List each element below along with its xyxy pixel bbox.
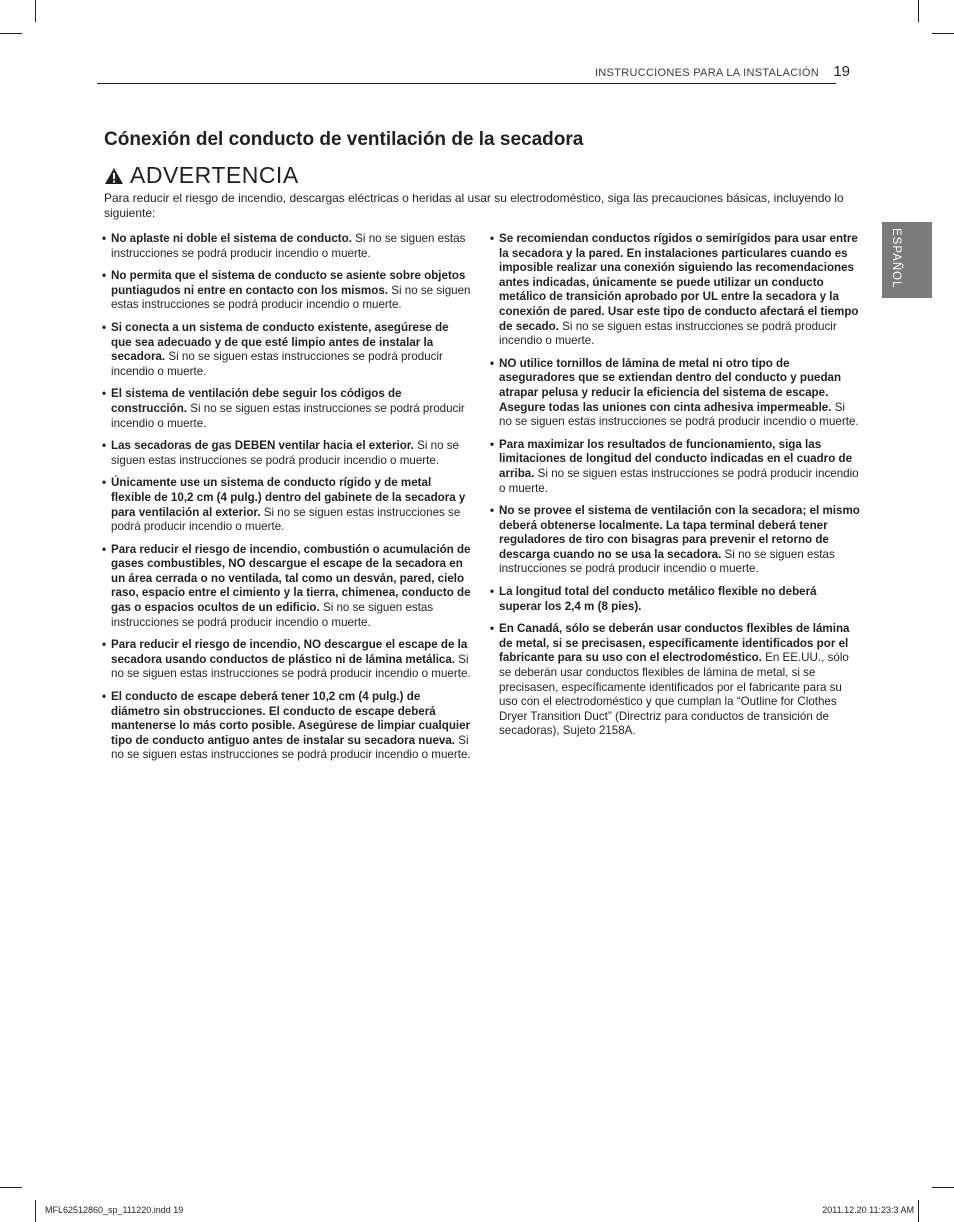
bullet-mark: • — [102, 542, 107, 556]
item-normal-text: Si no se siguen estas instrucciones se podrá producir incendio o muerte. — [111, 232, 466, 260]
left-column — [102, 232, 472, 771]
crop-mark — [918, 1200, 919, 1222]
crop-mark — [0, 1187, 22, 1188]
list-item — [490, 232, 860, 349]
item-bold-text: Para maximizar los resultados de funcionamiento, siga las limitaciones de longitud del conducto indicadas en el cuadro de arriba. — [499, 437, 853, 480]
list-item — [490, 504, 860, 577]
bullet-mark: • — [102, 232, 107, 245]
item-bold-text: Las secadoras de gas DEBEN ventilar hacia el exterior. — [111, 439, 414, 453]
item-normal-text: Si no se siguen estas instrucciones se podrá producir incendio o muerte. — [111, 652, 471, 681]
item-normal-text: Si no se siguen estas instrucciones se podrá producir incendio o muerte. — [111, 733, 471, 762]
item-bold-text: Para reducir el riesgo de incendio, combustión o acumulación de gases combustibles, NO descargue el escape de la secadora en un área cerrada o no ventilada, tal como un desván, pared, cielo raso, espacio entre el cimiento y la tierra, chimenea, conducto de gas o espacios ocultos de un edificio. — [111, 542, 471, 615]
warning-title: ADVERTENCIA — [130, 162, 299, 188]
bullet-mark: • — [102, 320, 107, 334]
crop-mark — [0, 33, 22, 34]
bullet-mark: • — [102, 269, 107, 283]
list-item — [490, 438, 860, 496]
bullet-mark: • — [490, 504, 495, 518]
page-number: 19 — [833, 63, 850, 80]
list-item — [102, 543, 472, 631]
item-bold-text: Se recomiendan conductos rígidos o semirígidos para usar entre la secadora y la pared. En instalaciones particulares cuando es imposible realizar una conexión siguiendo las recomendaciones antes indicadas, únicamente se puede utilizar un conducto metálico de transición aprobado por UL entre la secadora y la conexión de pared. Usar este tipo de conducto afectará el tiempo de secado. — [499, 232, 859, 333]
item-bold-text: No aplaste ni doble el sistema de conducto. — [111, 232, 352, 245]
item-bold-text: En Canadá, sólo se deberán usar conductos flexibles de lámina de metal, si se precisasen, específicamente identificados por el fabricante para su uso con el electrodoméstico. — [499, 622, 850, 665]
item-normal-text: Si no se siguen estas instrucciones se podrá producir incendio o muerte. — [499, 400, 859, 429]
bullet-mark: • — [490, 585, 495, 599]
warning-heading — [104, 162, 299, 189]
item-bold-text: La longitud total del conducto metálico flexible no deberá superar los 2,4 m (8 pies). — [499, 585, 817, 613]
language-tab-label: ESPAÑOL — [890, 228, 902, 289]
list-item — [102, 439, 472, 468]
item-normal-text: Si no se siguen estas instrucciones se podrá producir incendio o muerte. — [111, 601, 434, 629]
list-item — [490, 357, 860, 430]
item-normal-text: Si no se siguen estas instrucciones se podrá producir incendio o muerte. — [499, 319, 837, 348]
list-item — [102, 232, 472, 261]
footer-timestamp: 2011.12.20 11:23:3 AM — [822, 1205, 914, 1215]
item-bold-text: Para reducir el riesgo de incendio, NO descargue el escape de la secadora usando conductos de plástico ni de lámina metálica. — [111, 638, 468, 666]
list-item — [102, 269, 472, 313]
item-bold-text: Si conecta a un sistema de conducto existente, asegúrese de que sea adecuado y de que esté limpio antes de instalar la secadora. — [111, 320, 449, 364]
item-normal-text: Si no se siguen estas instrucciones se podrá producir incendio o muerte. — [111, 283, 471, 312]
crop-mark — [35, 1200, 36, 1222]
item-bold-text: NO utilice tornillos de lámina de metal ni otro tipo de aseguradores que se extiendan dentro del conducto y puedan atrapar pelusa y reducir la eficiencia del sistema de escape. Asegure todas las uniones con cinta adhesiva impermeable. — [499, 356, 842, 414]
item-bold-text: No se provee el sistema de ventilación con la secadora; el mismo deberá obtenerse localmente. La tapa terminal deberá tener reguladores de tiro con bisagras para prevenir el retorno de descarga cuando no se usa la secadora. — [499, 504, 860, 561]
bullet-mark: • — [102, 638, 107, 652]
item-normal-text: Si no se siguen estas instrucciones se podrá producir incendio o muerte. — [111, 350, 443, 378]
section-title: Cónexión del conducto de ventilación de la secadora — [104, 129, 584, 150]
running-header-title: INSTRUCCIONES PARA LA INSTALACIÓN — [594, 67, 819, 79]
item-normal-text: Si no se siguen estas instrucciones se podrá producir incendio o muerte. — [111, 439, 459, 467]
item-normal-text: En EE.UU., sólo se deberán usar conductos flexibles de lámina de metal, si se precisasen, específicamente identificados por el fabricante para su uso con el electrodoméstico y que cumplan la “Outline for Clothes Dryer Transition Duct” (Directriz para conductos de transición de secadoras), Sujeto 2158A. — [499, 651, 849, 738]
item-bold-text: Únicamente use un sistema de conducto rígido y de metal flexible de 10,2 cm (4 pulg.) dentro del gabinete de la secadora y para ventilación al exterior. — [111, 476, 466, 519]
item-normal-text: Si no se siguen estas instrucciones se podrá producir incendio o muerte. — [111, 505, 461, 534]
item-normal-text: Si no se siguen estas instrucciones se podrá producir incendio o muerte. — [499, 547, 835, 576]
right-column — [490, 232, 860, 747]
bullet-mark: • — [490, 437, 495, 451]
item-bold-text: El conducto de escape deberá tener 10,2 cm (4 pulg.) de diámetro sin obstrucciones. El conducto de escape deberá mantenerse lo más corto posible. Asegúrese de limpiar cualquier tipo de conducto antiguo antes de instalar su secadora nueva. — [111, 690, 471, 747]
item-bold-text: No permita que el sistema de conducto se asiente sobre objetos puntiagudos ni entre en contacto con los mismos. — [111, 269, 466, 297]
header-rule — [97, 83, 836, 84]
bullet-mark: • — [490, 356, 495, 370]
crop-mark — [918, 0, 919, 22]
item-normal-text: Si no se siguen estas instrucciones se podrá producir incendio o muerte. — [111, 401, 465, 430]
list-item — [490, 585, 860, 614]
list-item — [102, 387, 472, 431]
bullet-mark: • — [490, 622, 495, 636]
warning-triangle-icon — [104, 167, 124, 185]
crop-mark — [932, 1187, 954, 1188]
list-item — [102, 638, 472, 682]
bullet-mark: • — [102, 387, 107, 401]
item-bold-text: El sistema de ventilación debe seguir los códigos de construcción. — [111, 387, 402, 415]
footer-file-info: MFL62512860_sp_111220.indd 19 — [45, 1205, 184, 1215]
crop-mark — [35, 0, 36, 22]
bullet-mark: • — [102, 439, 107, 453]
list-item — [490, 622, 860, 739]
list-item — [102, 321, 472, 379]
list-item — [102, 690, 472, 763]
bullet-mark: • — [102, 690, 107, 704]
list-item — [102, 476, 472, 534]
item-normal-text: Si no se siguen estas instrucciones se podrá producir incendio o muerte. — [499, 466, 859, 495]
crop-mark — [932, 33, 954, 34]
bullet-mark: • — [490, 232, 495, 245]
bullet-mark: • — [102, 476, 107, 490]
warning-intro: Para reducir el riesgo de incendio, descargas eléctricas o heridas al usar su electrodoméstico, siga las precauciones básicas, incluyendo lo siguiente: — [104, 191, 844, 220]
language-tab — [882, 222, 932, 298]
